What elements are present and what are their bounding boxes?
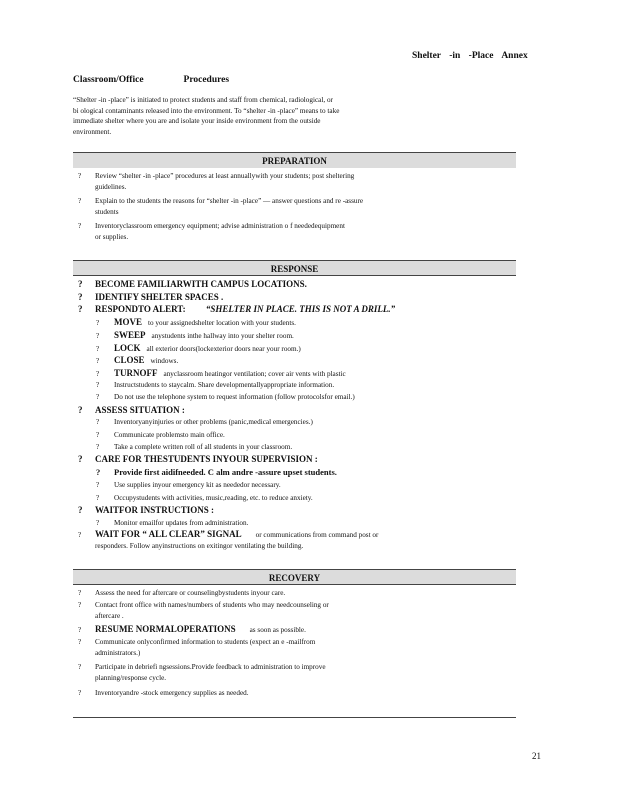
step-text: anystudents inthe hallway into your shelter room. [151,332,294,340]
document-title [73,75,269,85]
response-heading-band [73,260,516,276]
preparation-heading: PREPARATION [262,156,327,166]
title-right: Procedures [183,75,230,85]
bullet-glyph: ? [78,292,83,302]
intro-line: “Shelter -in -place” is initiated to protect students and staff from chemical, radiological, or [73,96,333,104]
bullet-glyph: ? [96,332,100,340]
bullet-glyph: ? [78,197,82,205]
bullet-glyph: ? [78,405,83,415]
item-continuation: responders. Follow anyinstructions on exitingor ventilating the building. [95,541,304,550]
step-text: Provide first aidifneeded. C alm andre -assure upset students. [114,467,337,477]
all-clear-item [78,529,518,551]
step-keyword: CLOSE [114,355,145,365]
item-text: RESPONDTO ALERT: [95,304,186,314]
alert-step [96,355,516,367]
step-keyword: SWEEP [114,330,146,340]
alert-step [96,380,516,391]
item-continuation: planning/response cycle. [95,673,167,682]
step-keyword: TURNOFF [114,368,158,378]
step-text: Inventoryanyinjuries or other problems (panic,medical emergencies.) [114,418,313,426]
item-text: WAITFOR INSTRUCTIONS : [95,505,215,515]
recovery-heading: RECOVERY [268,573,321,583]
bullet-glyph: ? [78,589,82,597]
response-item [78,278,518,291]
step-text: Communicate problemsto main office. [114,431,225,439]
bullet-glyph: ? [96,443,100,451]
item-text: Explain to the students the reasons for “shelter -in -place” — answer questions and re -assure [95,197,364,205]
step-text: Use supplies inyour emergency kit as neededor necessary. [114,481,281,489]
item-text: Assess the need for aftercare or counselingbystudents inyour care. [95,589,286,597]
bullet-glyph: ? [96,393,100,401]
step-keyword: MOVE [114,317,142,327]
recovery-item [78,600,518,621]
step-text: Take a complete written roll of all students in your classroom. [114,443,293,451]
page-number: 21 [532,751,541,761]
bullet-glyph: ? [78,531,82,539]
item-continuation: students [95,207,119,216]
intro-line: environment. [73,127,112,136]
assess-item [78,404,518,417]
recovery-item [78,624,518,636]
item-text: BECOME FAMILIARWITH CAMPUS LOCATIONS. [95,279,307,289]
bullet-glyph: ? [96,381,100,389]
step-text: windows. [150,357,179,365]
bullet-glyph: ? [78,638,82,646]
alert-text: “SHELTER IN PLACE. THIS IS NOT A DRILL.” [205,304,396,314]
item-text: IDENTIFY SHELTER SPACES . [95,292,224,302]
item-text: CARE FOR THESTUDENTS INYOUR SUPERVISION : [95,454,318,464]
item-text: or communications from command post or [255,531,379,539]
step-text: Instructstudents to staycalm. Share developmentallyappropriate information. [114,381,335,389]
item-tail: as soon as possible. [249,626,306,634]
item-continuation: administrators.) [95,648,141,657]
step-text: to your assignedshelter location with your students. [148,319,296,327]
recovery-heading-band [73,569,516,585]
alert-step [96,392,516,403]
step-text: Monitor emailfor updates from administration. [114,519,249,527]
bullet-glyph: ? [78,172,82,180]
assess-step [96,442,516,453]
response-item [78,291,518,304]
intro-paragraph [73,95,513,137]
bullet-glyph: ? [96,418,100,426]
item-continuation: aftercare . [95,611,124,620]
alert-step [96,317,516,329]
step-text: Occupystudents with activities, music,reading, etc. to reduce anxiety. [114,494,313,502]
intro-line: bi ological contaminants released into the environment. To “shelter -in -place” means to take [73,106,340,115]
item-continuation: guidelines. [95,182,127,191]
preparation-item [78,196,518,217]
bullet-glyph: ? [96,494,100,502]
annex-header: Shelter -in -Place Annex [412,51,528,61]
care-step [96,493,516,504]
care-step [96,480,516,491]
intro-line: immediate shelter where you are and isolate your inside environment from the outside [73,117,321,125]
item-text: RESUME NORMALOPERATIONS [95,624,236,634]
item-text: Contact front office with names/numbers of students who may needcounseling or [95,601,329,609]
bullet-glyph: ? [78,454,83,464]
bullet-glyph: ? [96,467,101,477]
alert-step [96,343,516,355]
preparation-item [78,171,518,192]
item-text: Inventoryclassroom emergency equipment; advise administration o f neededequipment [95,222,345,230]
bullet-glyph: ? [78,222,82,230]
wait-item [78,504,518,517]
item-text: Inventoryandre -stock emergency supplies as needed. [95,689,249,697]
bullet-glyph: ? [78,663,82,671]
step-keyword: LOCK [114,343,141,353]
preparation-item [78,221,518,242]
bullet-glyph: ? [96,431,100,439]
bullet-glyph: ? [78,505,83,515]
bullet-glyph: ? [96,519,100,527]
preparation-heading-band [73,152,516,168]
alert-step [96,368,516,380]
bottom-divider [73,717,516,718]
response-heading: RESPONSE [270,264,319,274]
divider [73,584,516,585]
item-text: Review “shelter -in -place” procedures at least annuallywith your students; post sheltering [95,172,355,180]
item-continuation: or supplies. [95,232,129,241]
step-text: all exterior doors(lockexterior doors near your room.) [146,345,301,353]
bullet-glyph: ? [96,370,100,378]
care-step [96,467,516,478]
item-text: Communicate onlyconfirmed information to students (expect an e -mailfrom [95,638,316,646]
bullet-glyph: ? [78,601,82,609]
item-text: Participate in debriefi ngsessions.Provide feedback to administration to improve [95,663,326,671]
response-item [78,303,518,316]
assess-step [96,417,516,428]
bullet-glyph: ? [96,481,100,489]
recovery-item [78,688,518,699]
bullet-glyph: ? [96,357,100,365]
recovery-item [78,637,518,658]
wait-step [96,518,516,529]
care-item [78,453,518,466]
bullet-glyph: ? [96,319,100,327]
bullet-glyph: ? [78,279,83,289]
title-left: Classroom/Office [73,75,144,85]
bullet-glyph: ? [78,304,83,314]
alert-step [96,330,516,342]
step-text: anyclassroom heatingor ventilation; cover air vents with plastic [163,370,346,378]
all-clear-label: WAIT FOR “ ALL CLEAR” SIGNAL [95,529,242,539]
bullet-glyph: ? [78,626,82,634]
step-text: Do not use the telephone system to request information (follow protocolsfor email.) [114,393,355,401]
recovery-item [78,588,518,599]
bullet-glyph: ? [96,345,100,353]
recovery-item [78,662,518,683]
divider [73,275,516,276]
assess-step [96,430,516,441]
bullet-glyph: ? [78,689,82,697]
item-text: ASSESS SITUATION : [95,405,185,415]
